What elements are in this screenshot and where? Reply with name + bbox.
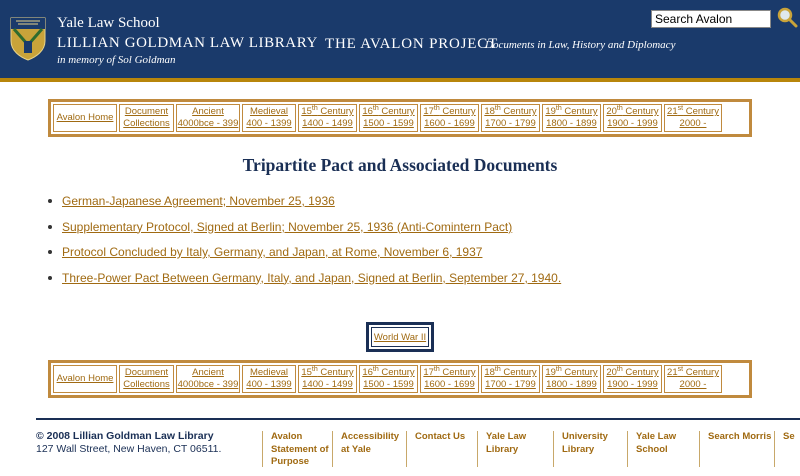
memorial-tagline: in memory of Sol Goldman	[57, 54, 176, 66]
nav-15th-century[interactable]: 15th Century 1400 - 1499	[298, 104, 357, 132]
document-link[interactable]: Protocol Concluded by Italy, Germany, and Japan, at Rome, November 6, 1937	[62, 245, 483, 259]
list-item	[48, 190, 561, 216]
footer-copyright: © 2008 Lillian Goldman Law Library	[36, 430, 214, 442]
document-list	[48, 190, 561, 292]
project-title[interactable]: THE AVALON PROJECT	[325, 36, 499, 52]
nav-ancient[interactable]: Ancient 4000bce - 399	[176, 365, 240, 393]
nav-20th-century[interactable]: 20th Century 1900 - 1999	[603, 104, 662, 132]
nav-21st-century[interactable]: 21st Century 2000 -	[664, 365, 722, 393]
school-name[interactable]: Yale Law School	[57, 15, 160, 31]
nav-18th-century[interactable]: 18th Century 1700 - 1799	[481, 365, 540, 393]
century-nav-bottom	[48, 360, 752, 398]
list-item	[48, 267, 561, 293]
header-stripe	[0, 78, 800, 82]
bullet	[48, 199, 52, 203]
bullet	[48, 225, 52, 229]
century-nav-top	[48, 99, 752, 137]
nav-15th-century[interactable]: 15th Century 1400 - 1499	[298, 365, 357, 393]
nav-16th-century[interactable]: 16th Century 1500 - 1599	[359, 104, 418, 132]
footer-link-search-morris[interactable]: Search Morris	[699, 431, 774, 467]
world-war-ii-link[interactable]: World War II	[371, 327, 429, 347]
search-input[interactable]	[651, 10, 771, 28]
footer-link-accessibility[interactable]: Accessibility at Yale	[332, 431, 406, 467]
footer-link-contact-us[interactable]: Contact Us	[406, 431, 477, 467]
site-header	[0, 0, 800, 80]
nav-ancient[interactable]: Ancient 4000bce - 399	[176, 104, 240, 132]
nav-avalon-home[interactable]: Avalon Home	[53, 365, 117, 393]
yale-shield-icon[interactable]	[10, 17, 46, 61]
nav-18th-century[interactable]: 18th Century 1700 - 1799	[481, 104, 540, 132]
world-war-ii-box	[366, 322, 434, 352]
page-title: Tripartite Pact and Associated Documents	[242, 155, 558, 175]
document-link[interactable]: German-Japanese Agreement; November 25, 1936	[62, 194, 335, 208]
nav-medieval[interactable]: Medieval 400 - 1399	[242, 365, 296, 393]
nav-19th-century[interactable]: 19th Century 1800 - 1899	[542, 104, 601, 132]
footer-link-yale-law-library[interactable]: Yale Law Library	[477, 431, 553, 467]
project-subtitle: Documents in Law, History and Diplomacy	[485, 39, 676, 51]
footer-divider	[36, 418, 800, 420]
nav-16th-century[interactable]: 16th Century 1500 - 1599	[359, 365, 418, 393]
bullet	[48, 276, 52, 280]
nav-document-collections[interactable]: Document Collections	[119, 104, 174, 132]
list-item	[48, 216, 561, 242]
footer-address: 127 Wall Street, New Haven, CT 06511.	[36, 443, 222, 455]
nav-21st-century[interactable]: 21st Century 2000 -	[664, 104, 722, 132]
nav-19th-century[interactable]: 19th Century 1800 - 1899	[542, 365, 601, 393]
document-link[interactable]: Three-Power Pact Between Germany, Italy, and Japan, Signed at Berlin, September 27, 1940.	[62, 270, 562, 285]
document-link[interactable]: Supplementary Protocol, Signed at Berlin; November 25, 1936 (Anti-Comintern Pact)	[62, 219, 513, 234]
nav-17th-century[interactable]: 17th Century 1600 - 1699	[420, 104, 479, 132]
footer-link-statement-of-purpose[interactable]: Avalon Statement of Purpose	[262, 431, 332, 467]
bullet	[48, 250, 52, 254]
footer-link-search-truncated[interactable]: Se	[774, 431, 800, 467]
search-icon[interactable]	[776, 6, 798, 28]
footer-link-university-library[interactable]: University Library	[553, 431, 627, 467]
nav-avalon-home[interactable]: Avalon Home	[53, 104, 117, 132]
nav-20th-century[interactable]: 20th Century 1900 - 1999	[603, 365, 662, 393]
nav-document-collections[interactable]: Document Collections	[119, 365, 174, 393]
footer-link-yale-law-school[interactable]: Yale Law School	[627, 431, 699, 467]
nav-medieval[interactable]: Medieval 400 - 1399	[242, 104, 296, 132]
nav-17th-century[interactable]: 17th Century 1600 - 1699	[420, 365, 479, 393]
list-item	[48, 241, 561, 267]
library-name[interactable]: LILLIAN GOLDMAN LAW LIBRARY	[57, 35, 318, 51]
